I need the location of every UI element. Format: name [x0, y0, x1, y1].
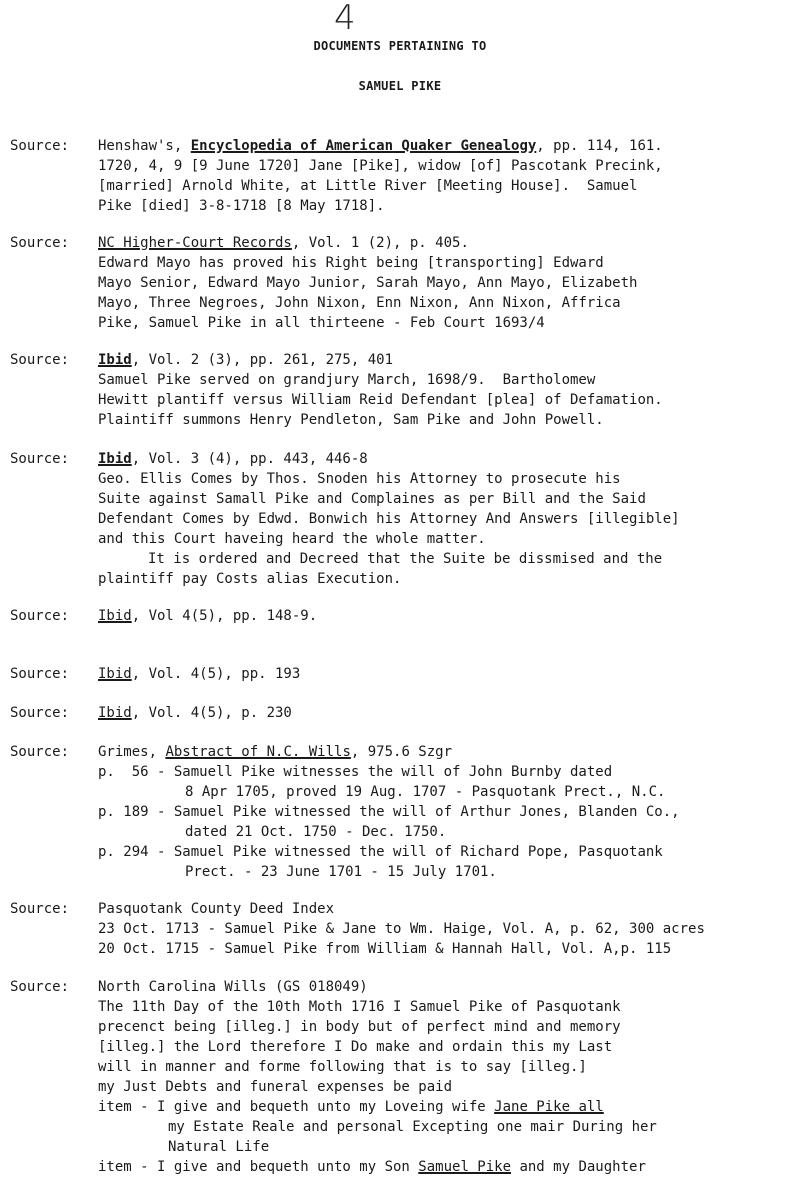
source-reference: Ibid — [98, 352, 132, 368]
source-body — [98, 899, 798, 959]
source-line — [98, 449, 798, 469]
source-label: Source: — [10, 979, 70, 995]
source-reference: Ibid — [98, 451, 132, 467]
source-line: Plaintiff summons Henry Pendleton, Sam Pike and John Powell. — [98, 412, 604, 428]
source-body — [98, 742, 798, 882]
source-line: will in manner and forme following that is to say [illeg.] — [98, 1059, 587, 1075]
source-line: It is ordered and Decreed that the Suite be dissmised and the — [148, 551, 663, 567]
source-line: p. 294 - Samuel Pike witnessed the will of Richard Pope, Pasquotank — [98, 844, 663, 860]
source-line — [98, 1157, 798, 1177]
source-line: Pike, Samuel Pike in all thirteene - Feb Court 1693/4 — [98, 315, 545, 331]
source-body — [98, 977, 798, 1177]
source-line: Prect. - 23 June 1701 - 15 July 1701. — [185, 864, 497, 880]
source-line: 23 Oct. 1713 - Samuel Pike & Jane to Wm. Haige, Vol. A, p. 62, 300 acres — [98, 921, 705, 937]
source-text: item - I give and bequeth unto my Son — [98, 1159, 419, 1175]
source-label: Source: — [10, 235, 70, 251]
source-body — [98, 449, 798, 589]
source-label: Source: — [10, 352, 70, 368]
source-label: Source: — [10, 451, 70, 467]
source-reference: Encyclopedia of American Quaker Genealogy — [190, 138, 537, 154]
source-line: [illeg.] the Lord therefore I Do make and ordain this my Last — [98, 1039, 613, 1055]
source-line: 8 Apr 1705, proved 19 Aug. 1707 - Pasquotank Prect., N.C. — [185, 784, 666, 800]
source-text: , Vol. 4(5), pp. 193 — [131, 666, 301, 682]
source-line: p. 56 - Samuell Pike witnesses the will of John Burnby dated — [98, 764, 613, 780]
source-text: , pp. 114, 161. — [536, 138, 663, 154]
document-subject: SAMUEL PIKE — [358, 79, 442, 93]
source-reference: NC Higher-Court Records — [98, 235, 292, 251]
source-text: , 975.6 Szgr — [350, 744, 453, 760]
source-line: The 11th Day of the 10th Moth 1716 I Samuel Pike of Pasquotank — [98, 999, 621, 1015]
source-text: , Vol. 2 (3), pp. 261, 275, 401 — [131, 352, 394, 368]
source-label: Source: — [10, 608, 70, 624]
source-line: plaintiff pay Costs alias Execution. — [98, 571, 402, 587]
source-body — [98, 664, 798, 684]
source-line — [98, 742, 798, 762]
source-reference: Samuel Pike — [418, 1159, 512, 1175]
source-line — [98, 350, 798, 370]
source-line: Pasquotank County Deed Index — [98, 901, 335, 917]
source-body — [98, 606, 798, 626]
source-body — [98, 703, 798, 723]
source-line: my Estate Reale and personal Excepting one mair During her — [168, 1119, 657, 1135]
source-text: Henshaw's, — [98, 138, 191, 154]
source-line — [98, 233, 798, 253]
source-text: , Vol 4(5), pp. 148-9. — [131, 608, 318, 624]
source-line: Pike [died] 3-8-1718 [8 May 1718]. — [98, 198, 385, 214]
source-reference: Abstract of N.C. Wills — [165, 744, 351, 760]
source-line — [98, 703, 798, 723]
source-line: Samuel Pike served on grandjury March, 1698/9. Bartholomew — [98, 372, 596, 388]
source-label: Source: — [10, 138, 70, 154]
source-text: item - I give and bequeth unto my Loveing wife — [98, 1099, 495, 1115]
source-line: Geo. Ellis Comes by Thos. Snoden his Attorney to prosecute his — [98, 471, 621, 487]
source-reference: Ibid — [98, 705, 132, 721]
source-reference: Ibid — [98, 666, 132, 682]
source-text: , Vol. 4(5), p. 230 — [131, 705, 292, 721]
source-text: and my Daughter — [511, 1159, 646, 1175]
source-label: Source: — [10, 666, 70, 682]
source-line: Edward Mayo has proved his Right being [transporting] Edward — [98, 255, 604, 271]
source-line: 20 Oct. 1715 - Samuel Pike from William & Hannah Hall, Vol. A,p. 115 — [98, 941, 672, 957]
source-line: Natural Life — [168, 1139, 270, 1155]
page-number: 4 — [334, 0, 356, 38]
source-body — [98, 136, 798, 216]
source-line: and this Court haveing heard the whole matter. — [98, 531, 486, 547]
source-line: precenct being [illeg.] in body but of perfect mind and memory — [98, 1019, 621, 1035]
source-text: , Vol. 1 (2), p. 405. — [291, 235, 469, 251]
source-line: Defendant Comes by Edwd. Bonwich his Attorney And Answers [illegible] — [98, 511, 680, 527]
source-line: 1720, 4, 9 [9 June 1720] Jane [Pike], widow [of] Pascotank Precink, — [98, 158, 663, 174]
source-reference: Jane Pike all — [494, 1099, 604, 1115]
source-line: Suite against Samall Pike and Complaines as per Bill and the Said — [98, 491, 646, 507]
source-line — [98, 664, 798, 684]
source-label: Source: — [10, 744, 70, 760]
source-label: Source: — [10, 901, 70, 917]
source-line: Hewitt plantiff versus William Reid Defendant [plea] of Defamation. — [98, 392, 663, 408]
source-line: Mayo Senior, Edward Mayo Junior, Sarah Mayo, Ann Mayo, Elizabeth — [98, 275, 638, 291]
source-line — [98, 606, 798, 626]
source-line: dated 21 Oct. 1750 - Dec. 1750. — [185, 824, 447, 840]
source-line — [98, 136, 798, 156]
source-line: p. 189 - Samuel Pike witnessed the will of Arthur Jones, Blanden Co., — [98, 804, 680, 820]
source-line — [98, 1097, 798, 1117]
source-body — [98, 233, 798, 333]
source-body — [98, 350, 798, 430]
source-text: , Vol. 3 (4), pp. 443, 446-8 — [131, 451, 368, 467]
source-reference: Ibid — [98, 608, 132, 624]
source-line: Mayo, Three Negroes, John Nixon, Enn Nixon, Ann Nixon, Affrica — [98, 295, 621, 311]
source-text: Grimes, — [98, 744, 166, 760]
document-title: DOCUMENTS PERTAINING TO — [313, 39, 487, 53]
source-line: [married] Arnold White, at Little River [Meeting House]. Samuel — [98, 178, 638, 194]
source-line: North Carolina Wills (GS 018049) — [98, 979, 368, 995]
source-label: Source: — [10, 705, 70, 721]
source-line: my Just Debts and funeral expenses be paid — [98, 1079, 453, 1095]
